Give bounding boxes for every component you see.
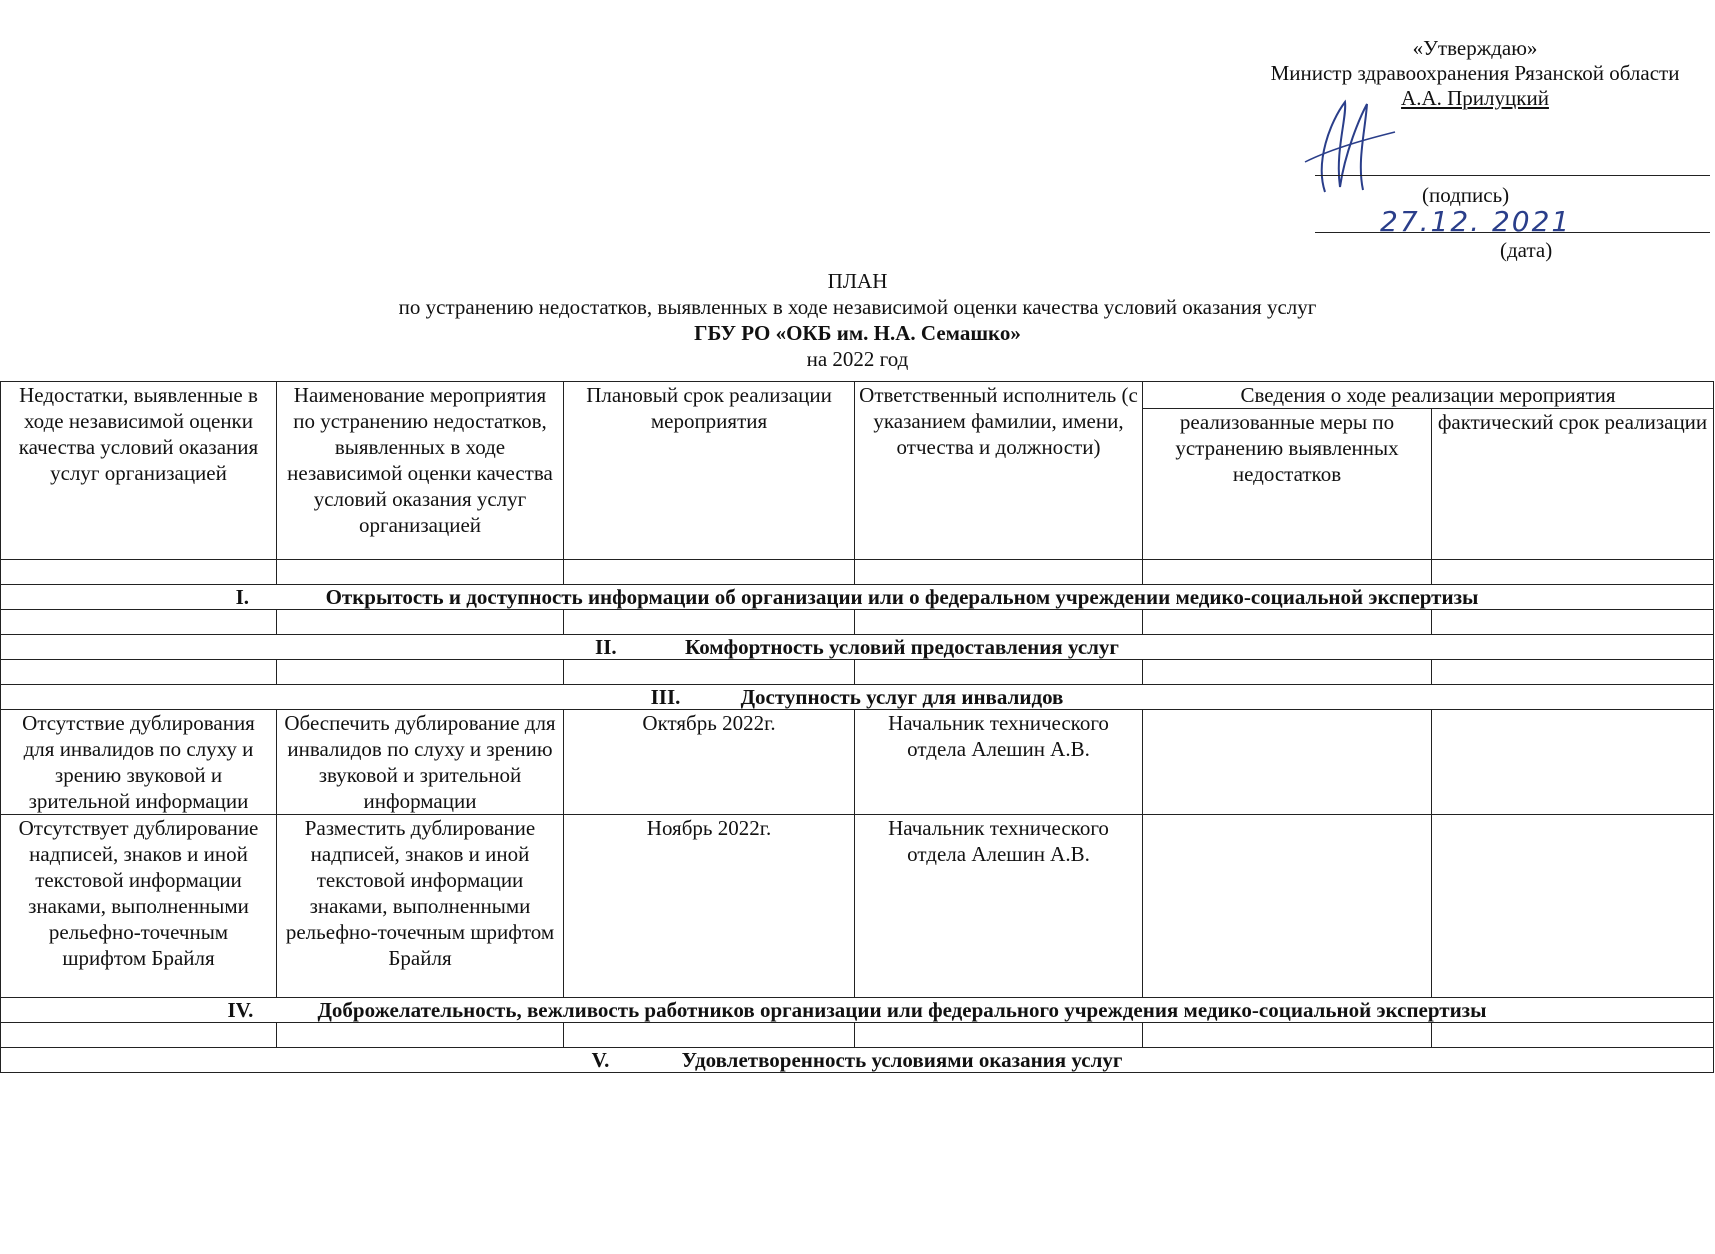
- section-row-1: [1, 585, 1714, 610]
- cell-measure: Обеспечить дублирование для инвалидов по слуху и зрению звуковой и зрительной информации: [277, 710, 564, 815]
- col-header-actual-date: фактический срок реализации: [1432, 409, 1714, 560]
- cell-measure: Разместить дублирование надписей, знаков и иной текстовой информации знаками, выполненными рельефно-точечным шрифтом Брайля: [277, 815, 564, 998]
- table-row: [1, 815, 1714, 998]
- col-header-implemented: реализованные меры по устранению выявленных недостатков: [1143, 409, 1432, 560]
- section-number: V.: [591, 1048, 610, 1072]
- cell-responsible: Начальник технического отдела Алешин А.В.: [855, 815, 1143, 998]
- document-title: [0, 268, 1715, 372]
- section-number: III.: [650, 685, 681, 709]
- section-title: Открытость и доступность информации об организации или о федеральном учреждении медико-социальной экспертизы: [325, 585, 1479, 609]
- section-number: I.: [235, 585, 249, 609]
- signature-line: [1315, 175, 1710, 176]
- section-row-2: [1, 635, 1714, 660]
- table-row: [1, 560, 1714, 585]
- cell-implemented: [1143, 710, 1432, 815]
- table-row: [1, 610, 1714, 635]
- date-line: [1315, 232, 1710, 233]
- col-header-shortcomings: Недостатки, выявленные в ходе независимой оценки качества условий оказания услуг организацией: [1, 382, 277, 560]
- section-title: Доступность услуг для инвалидов: [740, 685, 1064, 709]
- col-header-responsible: Ответственный исполнитель (с указанием фамилии, имени, отчества и должности): [855, 382, 1143, 560]
- cell-deadline: Октябрь 2022г.: [564, 710, 855, 815]
- table-row: [1, 710, 1714, 815]
- approver-name: А.А. Прилуцкий: [1401, 86, 1549, 110]
- section-title: Доброжелательность, вежливость работников организации или федерального учреждения медико-социальной экспертизы: [317, 998, 1487, 1022]
- approver-position: Министр здравоохранения Рязанской области: [1270, 61, 1680, 85]
- handwritten-date: 27.12. 2021: [1380, 205, 1572, 238]
- cell-shortcoming: Отсутствует дублирование надписей, знаков и иной текстовой информации знаками, выполненными рельефно-точечным шрифтом Брайля: [1, 815, 277, 998]
- table-row: [1, 660, 1714, 685]
- section-row-3: [1, 685, 1714, 710]
- section-title: Удовлетворенность условиями оказания услуг: [681, 1048, 1123, 1072]
- signature-label: (подпись): [1422, 183, 1510, 207]
- cell-actual-date: [1432, 815, 1714, 998]
- cell-implemented: [1143, 815, 1432, 998]
- section-number: IV.: [227, 998, 254, 1022]
- cell-shortcoming: Отсутствие дублирования для инвалидов по слуху и зрению звуковой и зрительной информации: [1, 710, 277, 815]
- section-row-4: [1, 998, 1714, 1023]
- col-header-progress: Сведения о ходе реализации мероприятия: [1143, 382, 1714, 409]
- handwritten-signature: [1285, 92, 1405, 197]
- approve-label: «Утверждаю»: [1412, 36, 1538, 60]
- table-row: [1, 1023, 1714, 1048]
- plan-table: [0, 381, 1714, 1073]
- col-header-deadline: Плановый срок реализации мероприятия: [564, 382, 855, 560]
- plan-heading: ПЛАН: [827, 269, 888, 293]
- date-label: (дата): [1500, 238, 1553, 262]
- cell-responsible: Начальник технического отдела Алешин А.В.: [855, 710, 1143, 815]
- col-header-measure: Наименование мероприятия по устранению недостатков, выявленных в ходе независимой оценки качества условий оказания услуг организацией: [277, 382, 564, 560]
- cell-deadline: Ноябрь 2022г.: [564, 815, 855, 998]
- cell-actual-date: [1432, 710, 1714, 815]
- plan-year: на 2022 год: [806, 347, 909, 371]
- section-number: II.: [595, 635, 617, 659]
- header-row: [1, 382, 1714, 409]
- organization-name: ГБУ РО «ОКБ им. Н.А. Семашко»: [694, 321, 1021, 345]
- section-row-5: [1, 1048, 1714, 1073]
- plan-subtitle: по устранению недостатков, выявленных в ходе независимой оценки качества условий оказания услуг: [398, 295, 1317, 319]
- section-title: Комфортность условий предоставления услуг: [685, 635, 1119, 659]
